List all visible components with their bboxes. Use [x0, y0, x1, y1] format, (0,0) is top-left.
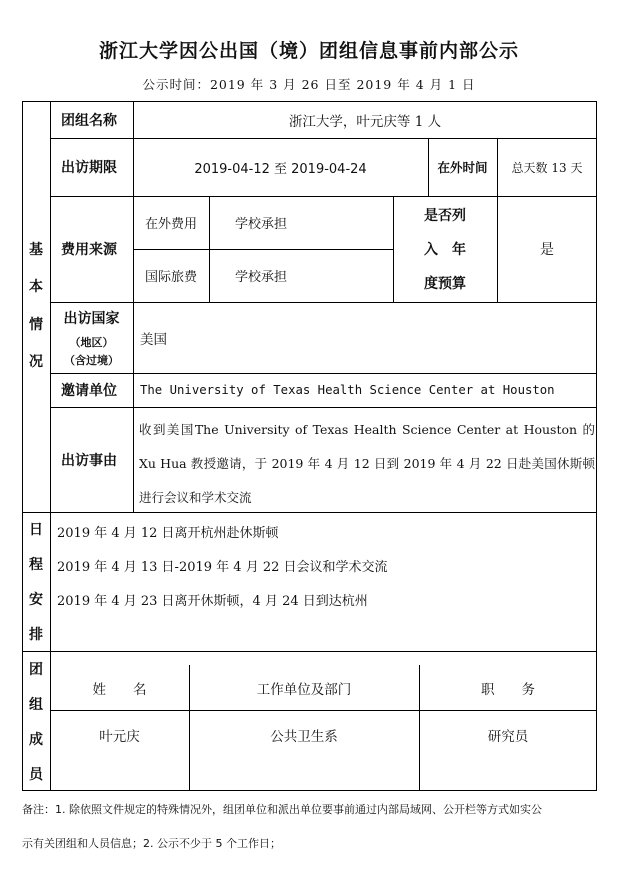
country-label-sub: （含过境） [64, 354, 119, 367]
grid-line [22, 651, 597, 652]
section-char: 基 [29, 241, 43, 258]
grid-line [209, 196, 210, 302]
section-char: 情 [29, 316, 43, 333]
abroad-time-label: 在外时间 [437, 160, 488, 175]
section-char: 本 [29, 279, 43, 296]
group-name-label: 团组名称 [61, 112, 117, 129]
budget-label-line: 度预算 [424, 276, 466, 292]
section-char: 日 [29, 522, 43, 539]
abroad-cost-label: 在外费用 [144, 217, 197, 232]
abroad-time-value: 总天数 13 天 [511, 160, 583, 175]
reason-value: 收到美国The University of Texas Health Science Center at Houston 的 Xu Hua 教授邀请，于 2019 年 4 月 12 日到 2019 年 4 月 22 日赴美国休斯顿进行会议和学术交流 [139, 422, 595, 505]
budget-label-line: 是否列 [424, 208, 466, 224]
page-title: 浙江大学因公出国（境）团组信息事前内部公示 [98, 40, 519, 62]
section-char: 况 [29, 354, 43, 371]
members-header-name: 姓 名 [92, 681, 147, 698]
reason-label: 出访事由 [61, 452, 117, 469]
section-char: 排 [29, 626, 43, 643]
budget-label-line: 入 年 [424, 242, 466, 258]
members-header-unit: 工作单位及部门 [256, 681, 352, 698]
section-char: 组 [29, 696, 43, 713]
intl-travel-label: 国际旅费 [144, 270, 197, 285]
section-members [22, 651, 50, 791]
group-name-value: 浙江大学，叶元庆等 1 人 [288, 113, 442, 130]
schedule-item: 2019 年 4 月 12 日离开杭州赴休斯顿 [57, 525, 279, 541]
country-value: 美国 [140, 331, 167, 348]
footnote-line: 示有关团组和人员信息；2. 公示不少于 5 个工作日； [22, 837, 281, 850]
budget-value: 是 [540, 242, 554, 258]
footnote-line: 备注：1. 除依照文件规定的特殊情况外，组团单位和派出单位要事前通过内部局域网、公开栏等方式如实公 [22, 803, 542, 816]
inviter-value: The University of Texas Health Science Center at Houston [140, 383, 555, 397]
country-label [50, 304, 133, 372]
country-label-sub: （地区） [69, 336, 114, 349]
duration-value: 2019-04-12 至 2019-04-24 [194, 161, 367, 177]
section-char: 团 [29, 661, 43, 678]
footnote [22, 793, 602, 861]
schedule-item: 2019 年 4 月 13 日-2019 年 4 月 22 日会议和学术交流 [57, 559, 388, 575]
publicity-period: 公示时间：2019 年 3 月 26 日至 2019 年 4 月 1 日 [142, 77, 476, 92]
section-char: 成 [29, 731, 43, 748]
section-char: 程 [29, 557, 43, 574]
member-name: 叶元庆 [99, 729, 140, 745]
section-basic [22, 230, 50, 380]
section-schedule [22, 512, 50, 651]
duration-label: 出访期限 [61, 160, 117, 176]
member-title: 研究员 [487, 729, 529, 745]
intl-travel-value: 学校承担 [235, 270, 288, 285]
budget-label [393, 198, 497, 300]
members-header-title: 职 务 [481, 681, 535, 698]
inviter-label: 邀请单位 [61, 383, 117, 399]
funding-label: 费用来源 [61, 242, 117, 258]
member-unit: 公共卫生系 [270, 729, 338, 745]
section-char: 安 [29, 591, 43, 608]
section-char: 员 [29, 766, 43, 783]
country-label-main: 出访国家 [63, 311, 120, 327]
abroad-cost-value: 学校承担 [235, 217, 288, 232]
schedule-item: 2019 年 4 月 23 日离开休斯顿，4 月 24 日到达杭州 [57, 593, 368, 609]
